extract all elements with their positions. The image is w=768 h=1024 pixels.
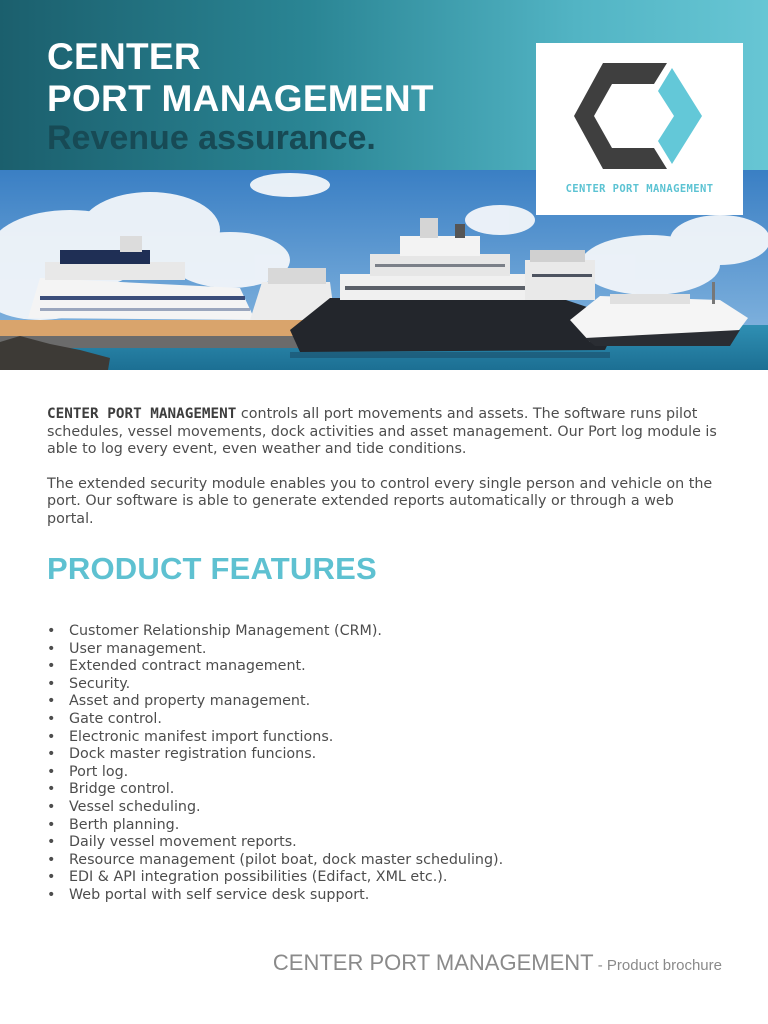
brand-name-inline: CENTER PORT MANAGEMENT [47,406,237,422]
list-item: • EDI & API integration possibilities (Edifact, XML etc.). [47,869,503,887]
list-item: • Customer Relationship Management (CRM). [47,623,503,641]
footer-brand: CENTER PORT MANAGEMENT [272,950,594,975]
list-item: • Resource management (pilot boat, dock master scheduling). [47,852,503,870]
list-item: • Berth planning. [47,817,503,835]
intro-text [47,406,722,545]
title-line-1: CENTER [47,36,201,77]
page-title [47,36,434,120]
list-item: • Extended contract management. [47,658,503,676]
list-item: • Web portal with self service desk support. [47,887,503,905]
list-item: • Dock master registration funcions. [47,746,503,764]
features-heading: PRODUCT FEATURES [47,551,377,586]
intro-paragraph-1 [47,406,722,459]
list-item: • Vessel scheduling. [47,799,503,817]
logo-wordmark: CENTER PORT MANAGEMENT [565,183,714,195]
intro-paragraph-1-text: controls all port movements and assets. The software runs pilot schedules, vessel movements, dock activities and asset management. Our Port log module is able to log every event, even weather and tide conditions. [47,406,717,457]
logo-dark-shape [574,63,667,169]
list-item: • Electronic manifest import functions. [47,729,503,747]
logo-icon [574,60,704,172]
intro-paragraph-2: The extended security module enables you to control every single person and vehicle on the port. Our software is able to generate extended reports automatically or through a web portal. [47,475,713,527]
footer [273,950,722,976]
logo-accent-shape [658,68,702,164]
logo-box [536,43,743,215]
list-item: • Asset and property management. [47,693,503,711]
list-item: • Port log. [47,764,503,782]
title-line-2: PORT MANAGEMENT [47,78,434,119]
list-item: • Bridge control. [47,781,503,799]
list-item: • Security. [47,676,503,694]
list-item: • Daily vessel movement reports. [47,834,503,852]
features-list [47,623,503,905]
page-subtitle: Revenue assurance. [47,119,376,157]
list-item: • User management. [47,641,503,659]
footer-caption: - Product brochure [593,957,722,974]
list-item: • Gate control. [47,711,503,729]
